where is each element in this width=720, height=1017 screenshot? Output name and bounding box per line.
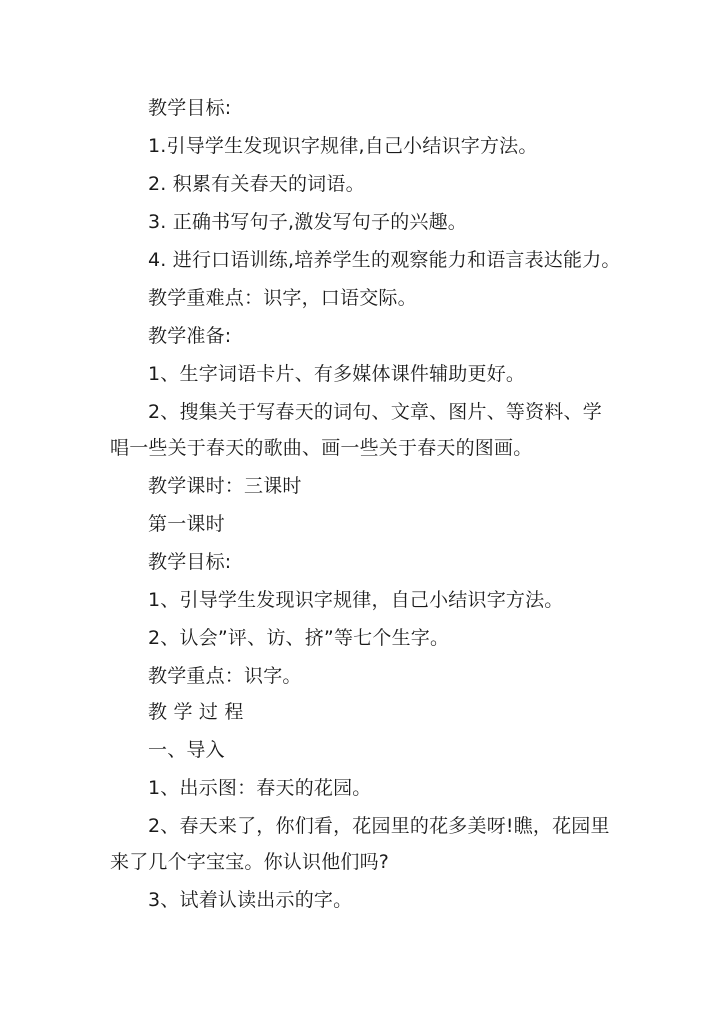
paragraph: 2、搜集关于写春天的词句、文章、图片、等资料、学 bbox=[148, 401, 602, 423]
heading-teaching-goals: 教学目标: bbox=[148, 97, 232, 119]
paragraph: 2. 积累有关春天的词语。 bbox=[148, 173, 365, 195]
heading-key-point: 教学重点：识字。 bbox=[148, 665, 302, 687]
paragraph: 4. 进行口语训练,培养学生的观察能力和语言表达能力。 bbox=[148, 249, 621, 271]
heading-introduction: 一、导入 bbox=[148, 739, 225, 761]
heading-teaching-process: 教 学 过 程 bbox=[148, 701, 244, 723]
paragraph: 3. 正确书写句子,激发写句子的兴趣。 bbox=[148, 211, 468, 233]
heading-key-points: 教学重难点：识字，口语交际。 bbox=[148, 287, 417, 309]
paragraph: 1、引导学生发现识字规律，自己小结识字方法。 bbox=[148, 589, 564, 611]
paragraph: 1、出示图：春天的花园。 bbox=[148, 777, 372, 799]
heading-preparation: 教学准备: bbox=[148, 325, 232, 347]
paragraph: 1、生字词语卡片、有多媒体课件辅助更好。 bbox=[148, 363, 526, 385]
paragraph: 1.引导学生发现识字规律,自己小结识字方法。 bbox=[148, 135, 538, 157]
paragraph-continuation: 唱一些关于春天的歌曲、画一些关于春天的图画。 bbox=[110, 437, 533, 459]
heading-class-hours: 教学课时：三课时 bbox=[148, 475, 302, 497]
heading-teaching-goals: 教学目标: bbox=[148, 551, 232, 573]
paragraph: 3、试着认读出示的字。 bbox=[148, 889, 353, 911]
heading-first-lesson: 第一课时 bbox=[148, 513, 225, 535]
paragraph-continuation: 来了几个字宝宝。你认识他们吗? bbox=[110, 851, 390, 873]
paragraph: 2、春天来了，你们看，花园里的花多美呀!瞧，花园里 bbox=[148, 815, 610, 837]
paragraph: 2、认会”评、访、挤”等七个生字。 bbox=[148, 627, 450, 649]
